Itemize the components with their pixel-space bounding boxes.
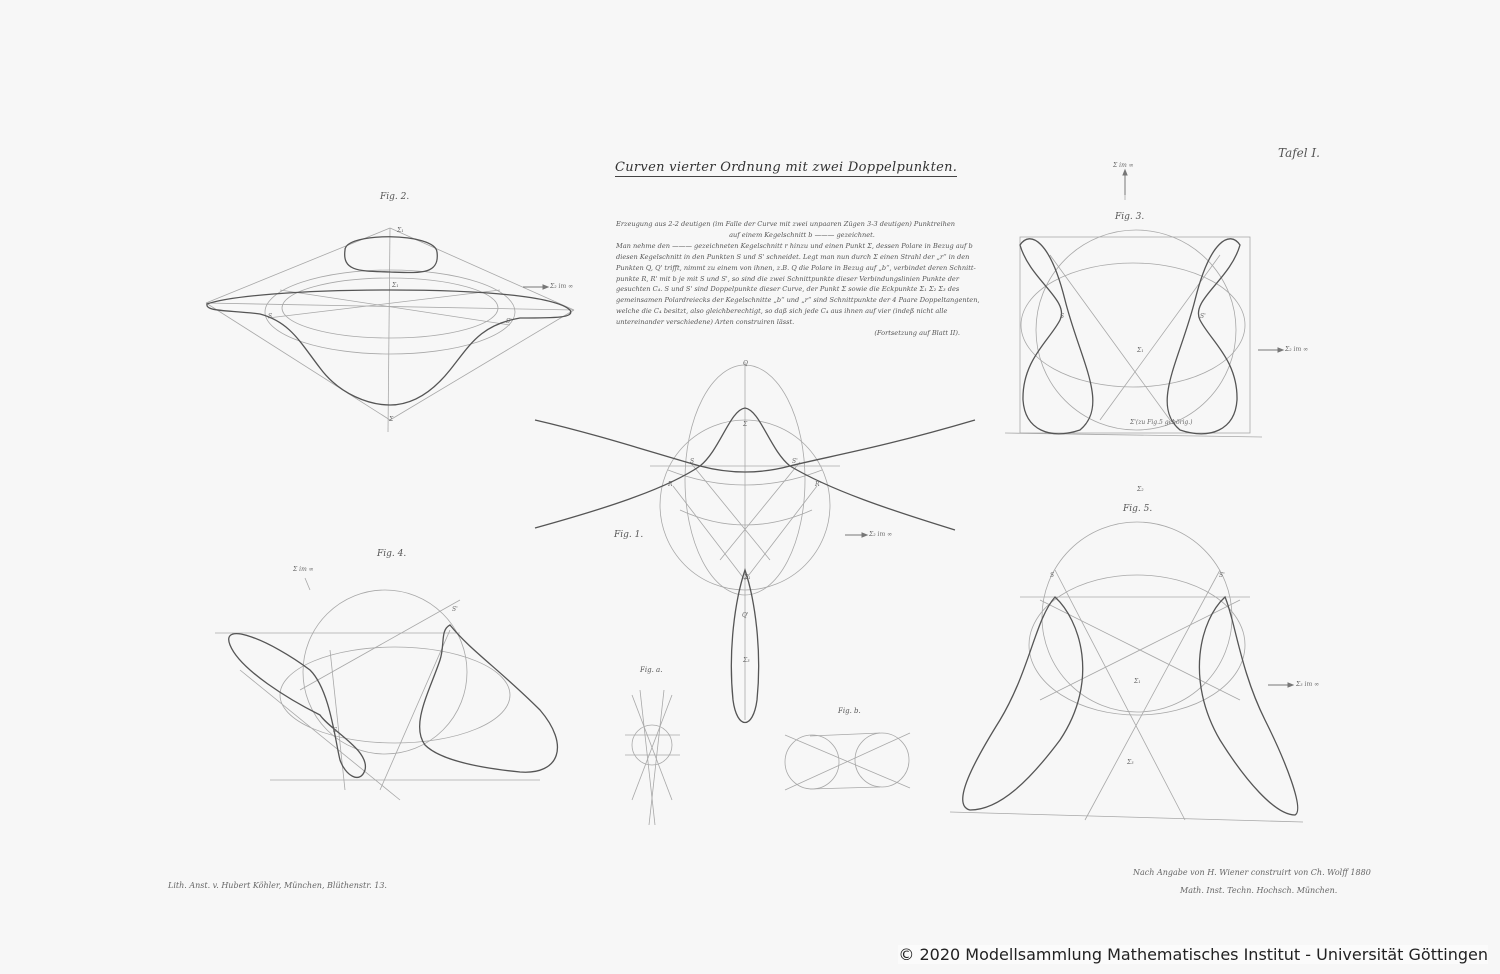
continuation-note: (Fortsetzung auf Blatt II). — [874, 329, 960, 338]
figb-label: Fig. b. — [838, 707, 861, 715]
fig5-sigma2-label: Σ₂ — [1137, 486, 1144, 493]
fig3-s-prime-label: S' — [1200, 313, 1206, 320]
fig3-sigma2-infinity: Σ₂ im ∞ — [1285, 346, 1309, 353]
fig3-sigma-infinity: Σ im ∞ — [1113, 162, 1134, 169]
fig2-s-label: S — [268, 313, 273, 320]
figa-label: Fig. a. — [640, 666, 663, 674]
fig1-r-prime-label: R' — [815, 481, 822, 488]
fig1-construction-lines — [650, 362, 840, 720]
figb-construction-lines — [785, 733, 910, 790]
description-line: gemeinsamen Polardreiecks der Kegelschnitte „b“ und „r“ sind Schnittpunkte der 4 Paare Doppeltangenten, — [616, 296, 980, 305]
fig1-s-label: S — [690, 458, 695, 465]
description-line: Punkten Q, Q' trifft, nimmt zu einem von ihnen, z.B. Q die Polare in Bezug auf „b“, verbindet deren Schnitt- — [616, 263, 976, 272]
fig4-construction-lines — [215, 578, 540, 800]
fig4-s-label: S — [333, 727, 338, 734]
figa-construction-lines — [625, 690, 680, 825]
fig5-sigma3-infinity: Σ₃ im ∞ — [1296, 681, 1320, 688]
fig5-sigma1-label: Σ₁ — [1134, 678, 1141, 685]
arrow-fig1-icon — [845, 533, 867, 537]
fig2-sigma1-lower-label: Σ₁ — [392, 282, 399, 289]
copyright-notice: © 2020 Modellsammlung Mathematisches Institut - Universität Göttingen — [898, 945, 1488, 964]
fig2-label: Fig. 2. — [380, 192, 410, 202]
description-block — [616, 219, 988, 339]
fig2-s-prime-label: S' — [506, 318, 512, 325]
fig1-s-prime-label: S' — [792, 458, 798, 465]
fig1-sigma2-infinity: Σ₂ im ∞ — [869, 531, 893, 538]
fig4-s-prime-label: S' — [452, 606, 458, 613]
fig1-sigma1-label: Σ₁ — [744, 574, 751, 581]
lithograph-credit: Lith. Anst. v. Hubert Köhler, München, Blüthenstr. 13. — [168, 881, 387, 890]
plate-number: Tafel I. — [1278, 146, 1320, 160]
fig3-s-label: S — [1060, 313, 1065, 320]
fig5-s-label: S — [1050, 572, 1055, 579]
description-line: gesuchten C₄. S und S' sind Doppelpunkte dieser Curve, der Punkt Σ sowie die Eckpunkte Σ₁ Σ₂ Σ₃ des — [616, 285, 960, 294]
fig5-label: Fig. 5. — [1123, 504, 1153, 514]
description-line: welche die C₄ besitzt, also gleichberechtigt, so daß sich jede C₄ aus ihnen auf vier (indeß nicht alle — [616, 307, 948, 316]
arrow-fig2-icon — [523, 285, 548, 289]
fig3-label: Fig. 3. — [1115, 212, 1145, 222]
fig4-sigma-infinity: Σ im ∞ — [293, 566, 314, 573]
description-line: auf einem Kegelschnitt b ——— gezeichnet. — [729, 230, 875, 239]
fig1-label: Fig. 1. — [614, 530, 644, 540]
description-line: untereinander verschiedene) Arten construiren lässt. — [616, 318, 795, 327]
description-line: Erzeugung aus 2-2 deutigen (im Falle der Curve mit zwei unpaaren Zügen 3-3 deutigen) Punktreihen — [616, 220, 956, 228]
fig3-curve — [1020, 239, 1240, 434]
description-line: Man nehme den ——— gezeichneten Kegelschnitt r hinzu und einen Punkt Σ, dessen Polare in Bezug auf b — [616, 241, 973, 250]
institute-credit: Math. Inst. Techn. Hochsch. München. — [1180, 886, 1338, 895]
fig2-sigma-label: Σ — [389, 416, 394, 423]
fig1-q-prime-label: Q' — [742, 612, 749, 619]
fig1-sigma-label: Σ — [743, 421, 748, 428]
description-line: punkte R, R' mit b je mit S und S', so sind die zwei Schnittpunkte dieser Verbindungslinien Punkte der — [616, 274, 959, 283]
arrow-fig5-icon — [1268, 683, 1293, 687]
fig1-r-label: R — [668, 481, 673, 488]
fig2-sigma1-label: Σ₁ — [397, 227, 404, 234]
fig2-sigma2-infinity: Σ₂ im ∞ — [550, 283, 574, 290]
fig5-curve — [963, 597, 1298, 815]
fig1-q-label: Q — [743, 360, 748, 367]
fig1-sigma3-label: Σ₃ — [743, 657, 750, 664]
construction-credit: Nach Angabe von H. Wiener construirt von Ch. Wolff 1880 — [1133, 868, 1371, 877]
fig3-note: Σ'(zu Fig.5 gehörig.) — [1130, 419, 1193, 426]
fig5-s-prime-label: S' — [1219, 572, 1225, 579]
fig5-construction-lines — [950, 522, 1303, 822]
fig2-construction-lines — [206, 228, 574, 432]
page-title: Curven vierter Ordnung mit zwei Doppelpunkten. — [615, 160, 958, 175]
arrow-fig3-icon — [1258, 348, 1283, 352]
fig4-label: Fig. 4. — [377, 549, 407, 559]
fig3-sigma1-label: Σ₁ — [1137, 347, 1144, 354]
fig5-sigma3-label: Σ₃ — [1127, 759, 1134, 766]
arrow-fig3-top-icon — [1123, 170, 1127, 195]
description-line: diesen Kegelschnitt in den Punkten S und S' schneidet. Legt man nun durch Σ einen Strahl der „r“ in den — [616, 252, 970, 261]
fig1-curve — [535, 408, 975, 723]
